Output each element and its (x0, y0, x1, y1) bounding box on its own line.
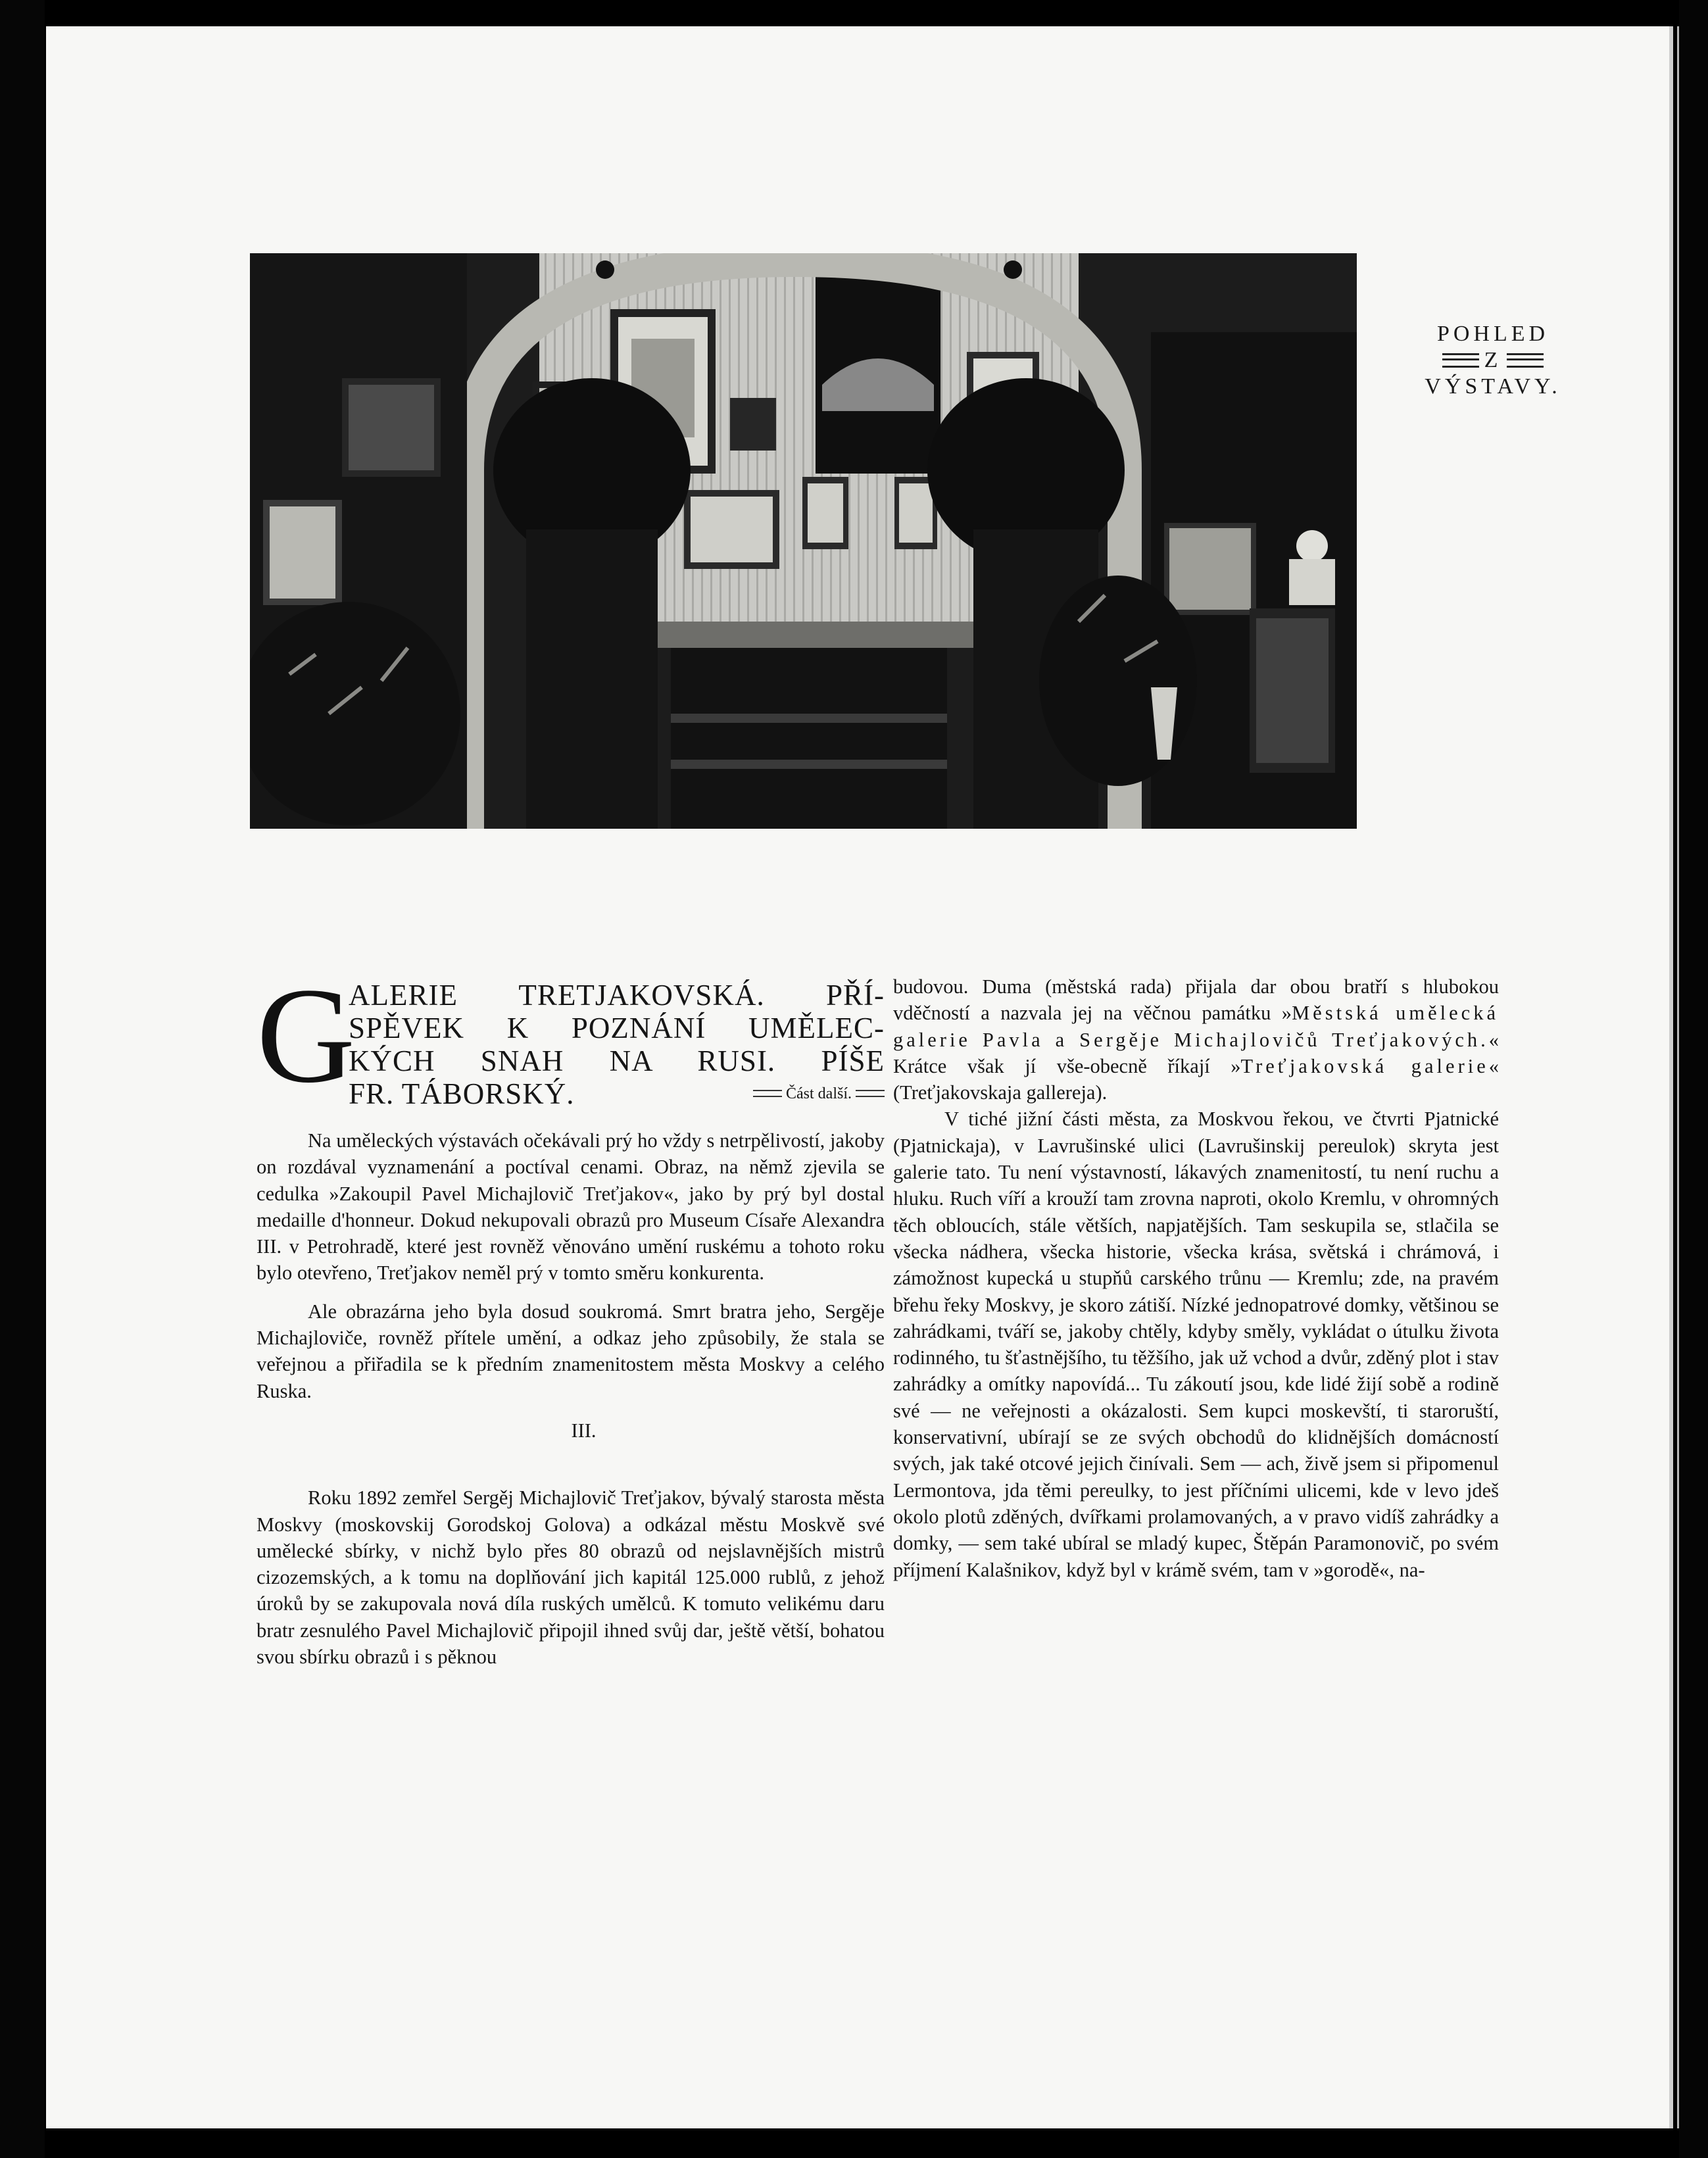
exhibition-photo-illustration (250, 253, 1357, 829)
page-edge (1669, 26, 1673, 2128)
section-number: III. (571, 1419, 597, 1442)
article-right-column (893, 973, 1499, 1583)
caption-line-2 (1394, 347, 1592, 374)
subnote-text: Část další. (786, 1085, 852, 1102)
headline-lines (349, 979, 885, 1110)
headline-line-1: ALERIE TRETJAKOVSKÁ. PŘÍ- (349, 979, 885, 1012)
right-p1-start: budovou. Duma (městská rada) přijala dar obou bratří s hlubokou vděčností a nazvala jej na věčnou památku » (893, 975, 1499, 1025)
right-p1-gallery-name: Městská umělecká galerie Pavla a Sergěje Michajlovičů Treťjakových. (893, 1002, 1499, 1051)
caption-rule-left (1442, 353, 1479, 368)
article-left-column (256, 960, 885, 1670)
caption-line-1: POHLED (1436, 322, 1549, 346)
scan-right-border (1679, 0, 1708, 2158)
article-headline (256, 960, 885, 1111)
scan-left-border (0, 0, 45, 2158)
paragraph-3: Roku 1892 zemřel Sergěj Michajlovič Treťjakov, bývalý starosta města Moskvy (moskovskij Gorodskoj Golova) a odkázal městu Moskvě své umělecké sbírky, v nichž bylo přes 80 obrazů od nejslavnějších mistrů cizozemských, a k tomu na doplňování jich kapitál 125.000 rublů, z jehož úroků by se zakupovala nová díla ruských umělců. K tomuto velikému daru bratr zesnulého Pavel Michajlovič připojil ihned svůj dar, ještě větší, bohatou svou sbírku obrazů i s pěknou (256, 1486, 885, 1669)
page (46, 26, 1669, 2128)
subnote-rule-left (753, 1090, 782, 1097)
right-paragraph-2: V tiché jižní části města, za Moskvou řekou, ve čtvrti Pjatnické (Pjatnickaja), v Lavrušinské ulici (Lavrušinskij pereulok) skryta jest galerie tato. Tu není výstavností, lákavých znamenitostí, tu není ruchu a hluku. Ruch víří a krouží tam zrovna naproti, okolo Kremlu, v ohromných těch obloucích, stále větších, napjatějších. Tam seskupila se, stlačila se všecka nádhera, všecka historie, všecka krása, světská i chrámová, i zámožnost kupecká u stupňů carského trůnu — Kremlu; zde, na pravém břehu řeky Moskvy, je skoro zátiší. Nízké jednopatrové domky, většinou se zahrádkami, tváří se, jakoby chtěly, kdyby směly, vykládat o útulku života rodinného, tu šťastnějšího, tu těžšího, jak už vchod a dvůr, zděný plot i stav zahrádky a omítky napovídá... Tu zákoutí jsou, kde lidé žijí sobě a rodině své — ne veřejnosti a okázalosti. Sem kupci moskevští, ti staroruští, konservativní, ubírají se ze svých obchodů do klidnějších domácností svých, jak také otcové jejich činívali. Sem — ach, živě jsem si připomenul Lermontova, jda těmi pereulky, to jest příčními ulicemi, kde v levo jdeš okolo plotů zděných, dvířkami prolamovaných, a v pravo vidíš zahrádky a domky, — sem také ubíral se mladý kupec, Štěpán Paramonovič, po svém příjmení Kalašnikov, když byl v krámě svém, tam v »gorodě«, na- (893, 1108, 1499, 1581)
paragraph-1: Na uměleckých výstavách očekávali prý ho vždy s netrpělivostí, jakoby on rozdával vyznamenání a poctíval cenami. Obraz, na němž zjevila se cedulka »Zakoupil Pavel Michajlovič Treťjakov«, jako by prý byl dostal medaille d'honneur. Dokud nekupovali obrazů pro Museum Císaře Alexandra III. v Petrohradě, které jest rovněž věnováno umění ruskému a tohoto roku bylo otevřeno, Treťjakov neměl prý v tomto směru konkurenta. (256, 1129, 885, 1285)
headline-subnote (753, 1081, 885, 1107)
right-p1-mid: « Krátce však jí vše-obecně říkají » (893, 1028, 1499, 1077)
subnote-rule-right (856, 1090, 885, 1097)
headline-line-2: SPĚVEK K POZNÁNÍ UMĚLEC- (349, 1012, 885, 1044)
headline-author: FR. TÁBORSKÝ. (349, 1077, 575, 1110)
right-p1-short-name: Treťjakovská galerie (1240, 1054, 1489, 1077)
right-p1-end: « (Treťjakovskaja gallereja). (893, 1054, 1499, 1104)
caption-line-2-text: Z (1484, 348, 1502, 372)
headline-line-3: KÝCH SNAH NA RUSI. PÍŠE (349, 1044, 885, 1077)
caption-line-3: VÝSTAVY. (1425, 374, 1561, 399)
photo-side-caption (1394, 321, 1592, 400)
caption-rule-right (1507, 353, 1544, 368)
paragraph-2: Ale obrazárna jeho byla dosud soukromá. Smrt bratra jeho, Sergěje Michajloviče, rovněž přítele umění, a odkaz jeho způsobily, že stala se veřejnou a přiřadila se k předním znamenitostem města Moskvy a celého Ruska. (256, 1300, 885, 1402)
headline-last-line (349, 1077, 885, 1110)
exhibition-photograph (250, 253, 1357, 829)
headline-drop-cap: G (256, 960, 356, 1111)
right-paragraph-1 (893, 973, 1499, 1106)
